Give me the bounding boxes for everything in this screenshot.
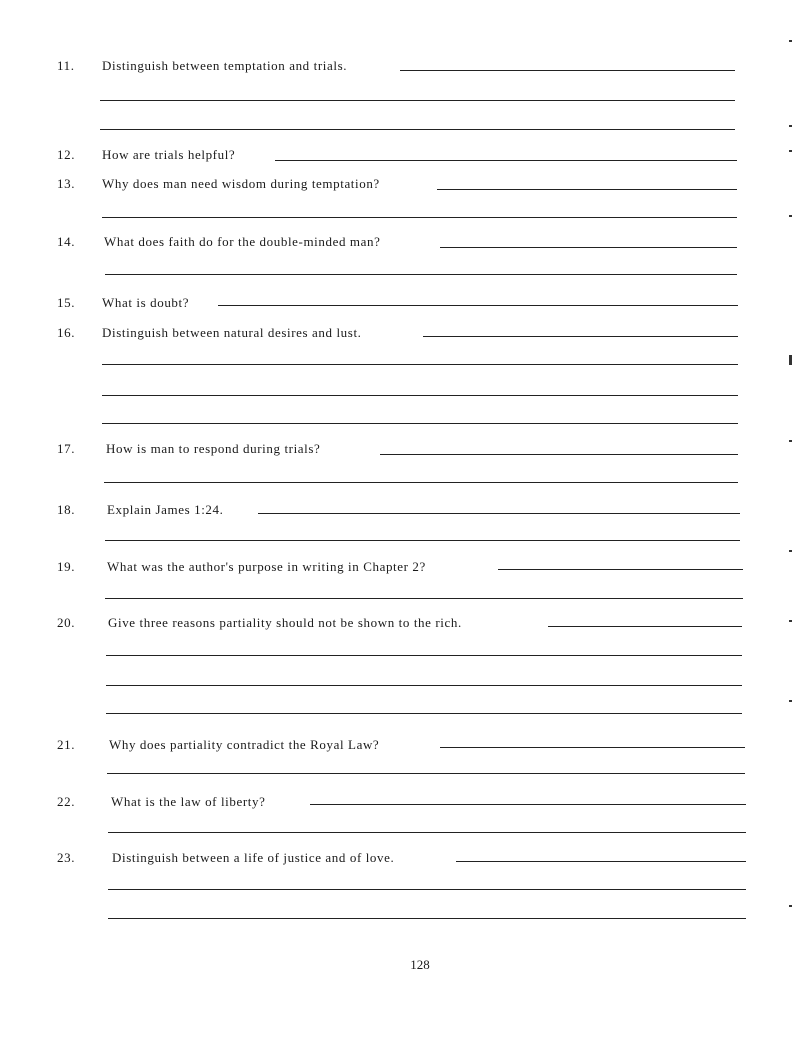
answer-line[interactable] [102, 217, 737, 218]
answer-line[interactable] [440, 247, 737, 248]
question-number: 15. [57, 295, 76, 310]
scan-speck [789, 125, 792, 127]
answer-line[interactable] [218, 305, 738, 306]
answer-line[interactable] [105, 598, 743, 599]
answer-line[interactable] [106, 713, 742, 714]
scan-speck [789, 550, 792, 552]
question-text: Explain James 1:24. [107, 502, 224, 517]
question-text: Why does man need wisdom during temptation? [102, 176, 380, 191]
question-number: 13. [57, 176, 76, 191]
answer-line[interactable] [105, 274, 737, 275]
question-text: Give three reasons partiality should not be shown to the rich. [108, 615, 462, 630]
scan-speck [789, 620, 792, 622]
answer-line[interactable] [102, 395, 738, 396]
page-number: 128 [410, 957, 430, 972]
answer-line[interactable] [400, 70, 735, 71]
question-number: 16. [57, 325, 76, 340]
question-text: What does faith do for the double-minded man? [104, 234, 381, 249]
answer-line[interactable] [423, 336, 738, 337]
answer-line[interactable] [108, 889, 746, 890]
question-text: What was the author's purpose in writing in Chapter 2? [107, 559, 426, 574]
answer-line[interactable] [275, 160, 737, 161]
question-text: What is the law of liberty? [111, 794, 266, 809]
question-text: Distinguish between a life of justice and of love. [112, 850, 395, 865]
question-number: 11. [57, 58, 75, 73]
question-text: Distinguish between temptation and trials. [102, 58, 348, 73]
answer-line[interactable] [498, 569, 743, 570]
answer-line[interactable] [380, 454, 738, 455]
question-text: Distinguish between natural desires and lust. [102, 325, 362, 340]
question-text: How is man to respond during trials? [106, 441, 321, 456]
answer-line[interactable] [107, 773, 745, 774]
answer-line[interactable] [108, 832, 746, 833]
question-text: Why does partiality contradict the Royal Law? [109, 737, 380, 752]
answer-line[interactable] [258, 513, 740, 514]
scan-speck [789, 440, 792, 442]
question-number: 22. [57, 794, 76, 809]
answer-line[interactable] [440, 747, 745, 748]
answer-line[interactable] [105, 540, 740, 541]
answer-line[interactable] [456, 861, 746, 862]
question-number: 20. [57, 615, 76, 630]
answer-line[interactable] [310, 804, 746, 805]
scan-speck [789, 700, 792, 702]
question-number: 21. [57, 737, 76, 752]
question-text: How are trials helpful? [102, 147, 236, 162]
question-number: 17. [57, 441, 76, 456]
answer-line[interactable] [102, 364, 738, 365]
question-number: 23. [57, 850, 76, 865]
answer-line[interactable] [100, 100, 735, 101]
scan-speck [789, 355, 792, 365]
scan-speck [789, 215, 792, 217]
answer-line[interactable] [106, 655, 742, 656]
answer-line[interactable] [100, 129, 735, 130]
scan-speck [789, 40, 792, 42]
answer-line[interactable] [548, 626, 742, 627]
answer-line[interactable] [108, 918, 746, 919]
answer-line[interactable] [104, 482, 738, 483]
question-text: What is doubt? [102, 295, 190, 310]
question-number: 14. [57, 234, 76, 249]
scan-speck [789, 905, 792, 907]
answer-line[interactable] [106, 685, 742, 686]
question-number: 18. [57, 502, 76, 517]
answer-line[interactable] [437, 189, 737, 190]
question-number: 12. [57, 147, 76, 162]
scan-speck [789, 150, 792, 152]
question-number: 19. [57, 559, 76, 574]
answer-line[interactable] [102, 423, 738, 424]
